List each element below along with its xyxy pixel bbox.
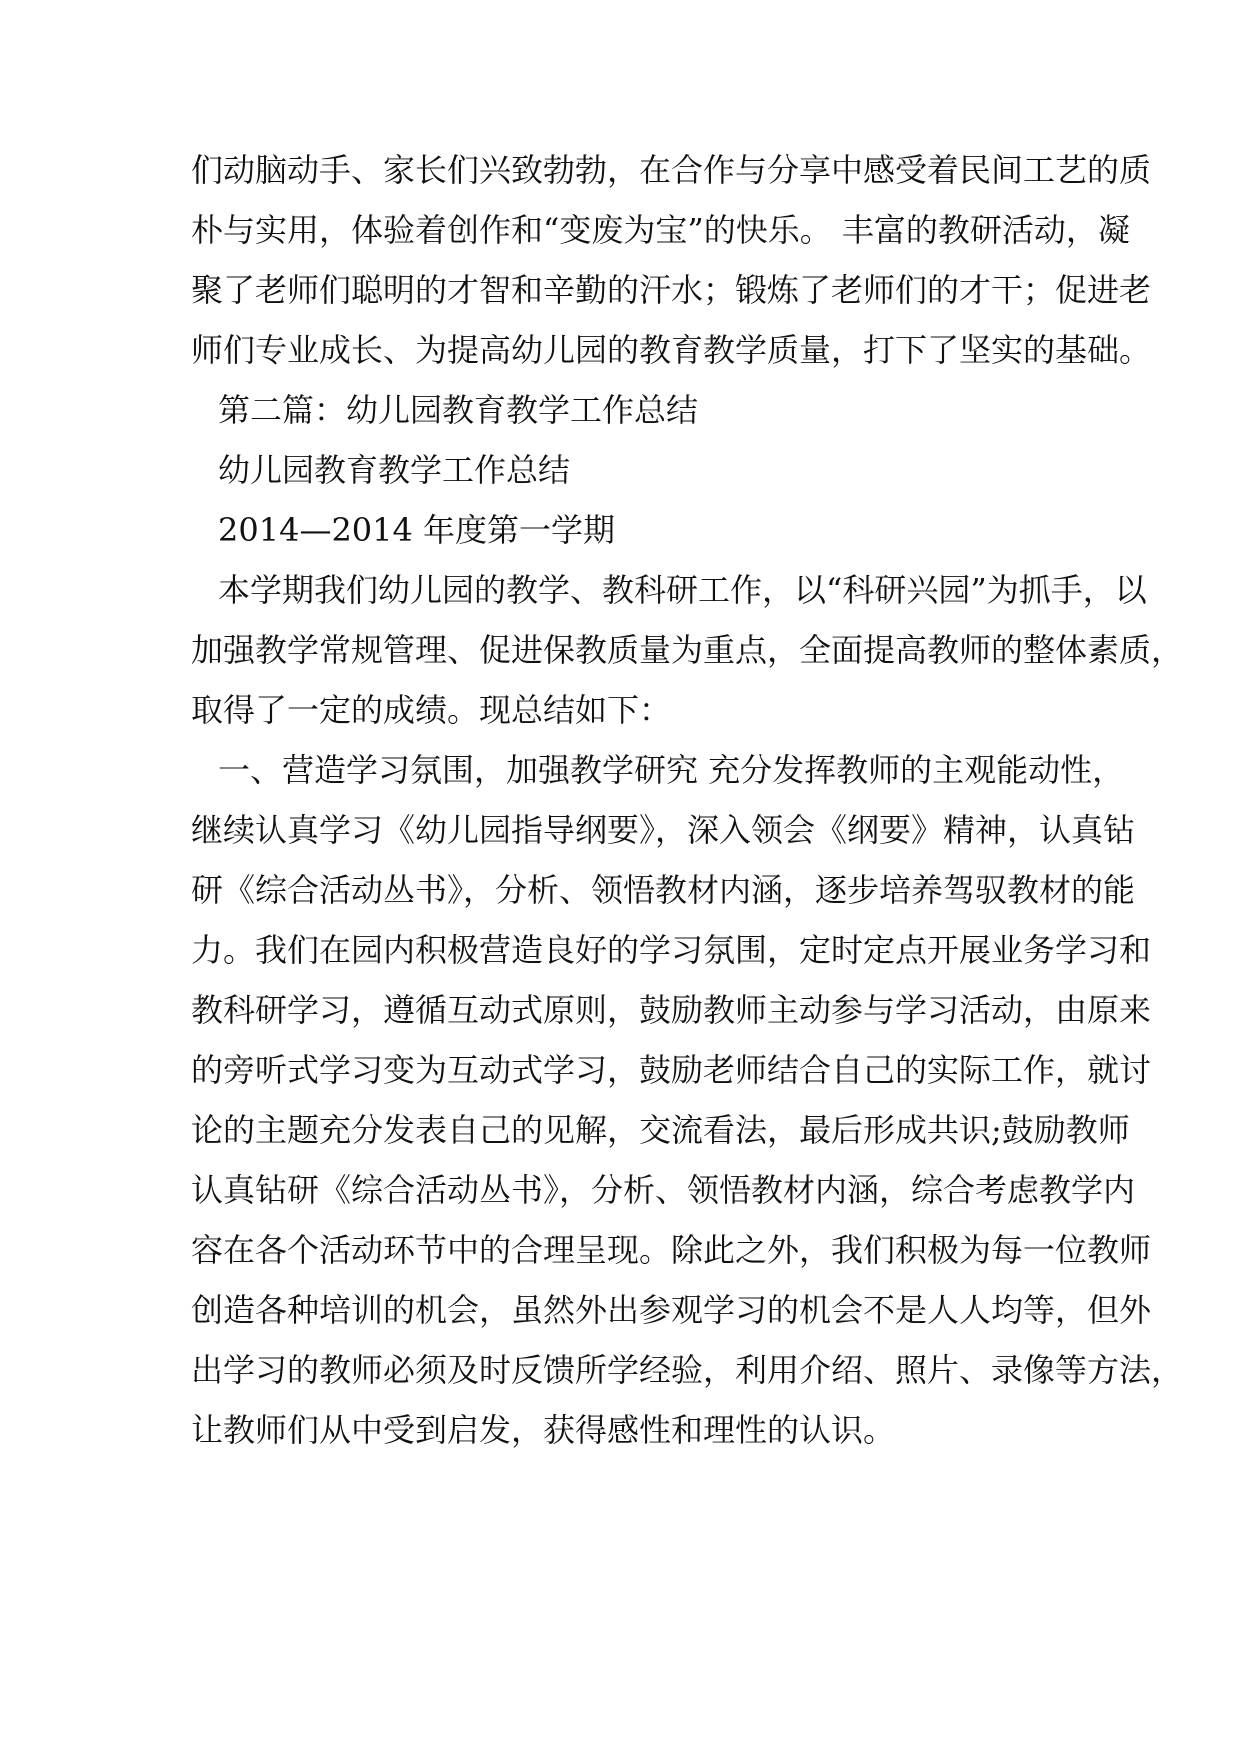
section-heading: 第二篇：幼儿园教育教学工作总结	[218, 391, 699, 429]
body-text-line: 本学期我们幼儿园的教学、教科研工作，以“科研兴园”为抓手，以	[218, 571, 1147, 609]
body-text-line: 让教师们从中受到启发，获得感性和理性的认识。	[191, 1411, 896, 1449]
body-text-line: 师们专业成长、为提高幼儿园的教育教学质量，打下了坚实的基础。	[191, 331, 1152, 369]
body-text-line: 加强教学常规管理、促进保教质量为重点，全面提高教师的整体素质，	[191, 631, 1184, 669]
body-text-line: 容在各个活动环节中的合理呈现。除此之外，我们积极为每一位教师	[191, 1231, 1152, 1269]
body-text-line: 出学习的教师必须及时反馈所学经验，利用介绍、照片、录像等方法，	[191, 1351, 1184, 1389]
document-title: 幼儿园教育教学工作总结	[218, 451, 571, 489]
body-text-line: 的旁听式学习变为互动式学习，鼓励老师结合自己的实际工作，就讨	[191, 1051, 1152, 1089]
body-text-line: 力。我们在园内积极营造良好的学习氛围，定时定点开展业务学习和	[191, 931, 1152, 969]
term-line: 2014—2014 年度第一学期	[218, 511, 616, 549]
body-text-line: 教科研学习，遵循互动式原则，鼓励教师主动参与学习活动，由原来	[191, 991, 1152, 1029]
body-text-line: 研《综合活动丛书》，分析、领悟教材内涵，逐步培养驾驭教材的能	[191, 871, 1136, 909]
body-text-line: 论的主题充分发表自己的见解，交流看法，最后形成共识;鼓励教师	[191, 1111, 1130, 1149]
body-text-line: 继续认真学习《幼儿园指导纲要》，深入领会《纲要》精神，认真钻	[191, 811, 1136, 849]
body-text-line: 创造各种培训的机会，虽然外出参观学习的机会不是人人均等，但外	[191, 1291, 1152, 1329]
body-text-line: 朴与实用，体验着创作和“变废为宝”的快乐。 丰富的教研活动，凝	[191, 211, 1130, 249]
body-text-line: 取得了一定的成绩。现总结如下：	[191, 691, 672, 729]
body-text-line: 们动脑动手、家长们兴致勃勃，在合作与分享中感受着民间工艺的质	[191, 151, 1152, 189]
body-text-line: 认真钻研《综合活动丛书》，分析、领悟教材内涵，综合考虑教学内	[191, 1171, 1136, 1209]
body-text-line: 聚了老师们聪明的才智和辛勤的汗水；锻炼了老师们的才干；促进老	[191, 271, 1152, 309]
body-text-line: 一、营造学习氛围，加强教学研究 充分发挥教师的主观能动性，	[218, 751, 1125, 789]
